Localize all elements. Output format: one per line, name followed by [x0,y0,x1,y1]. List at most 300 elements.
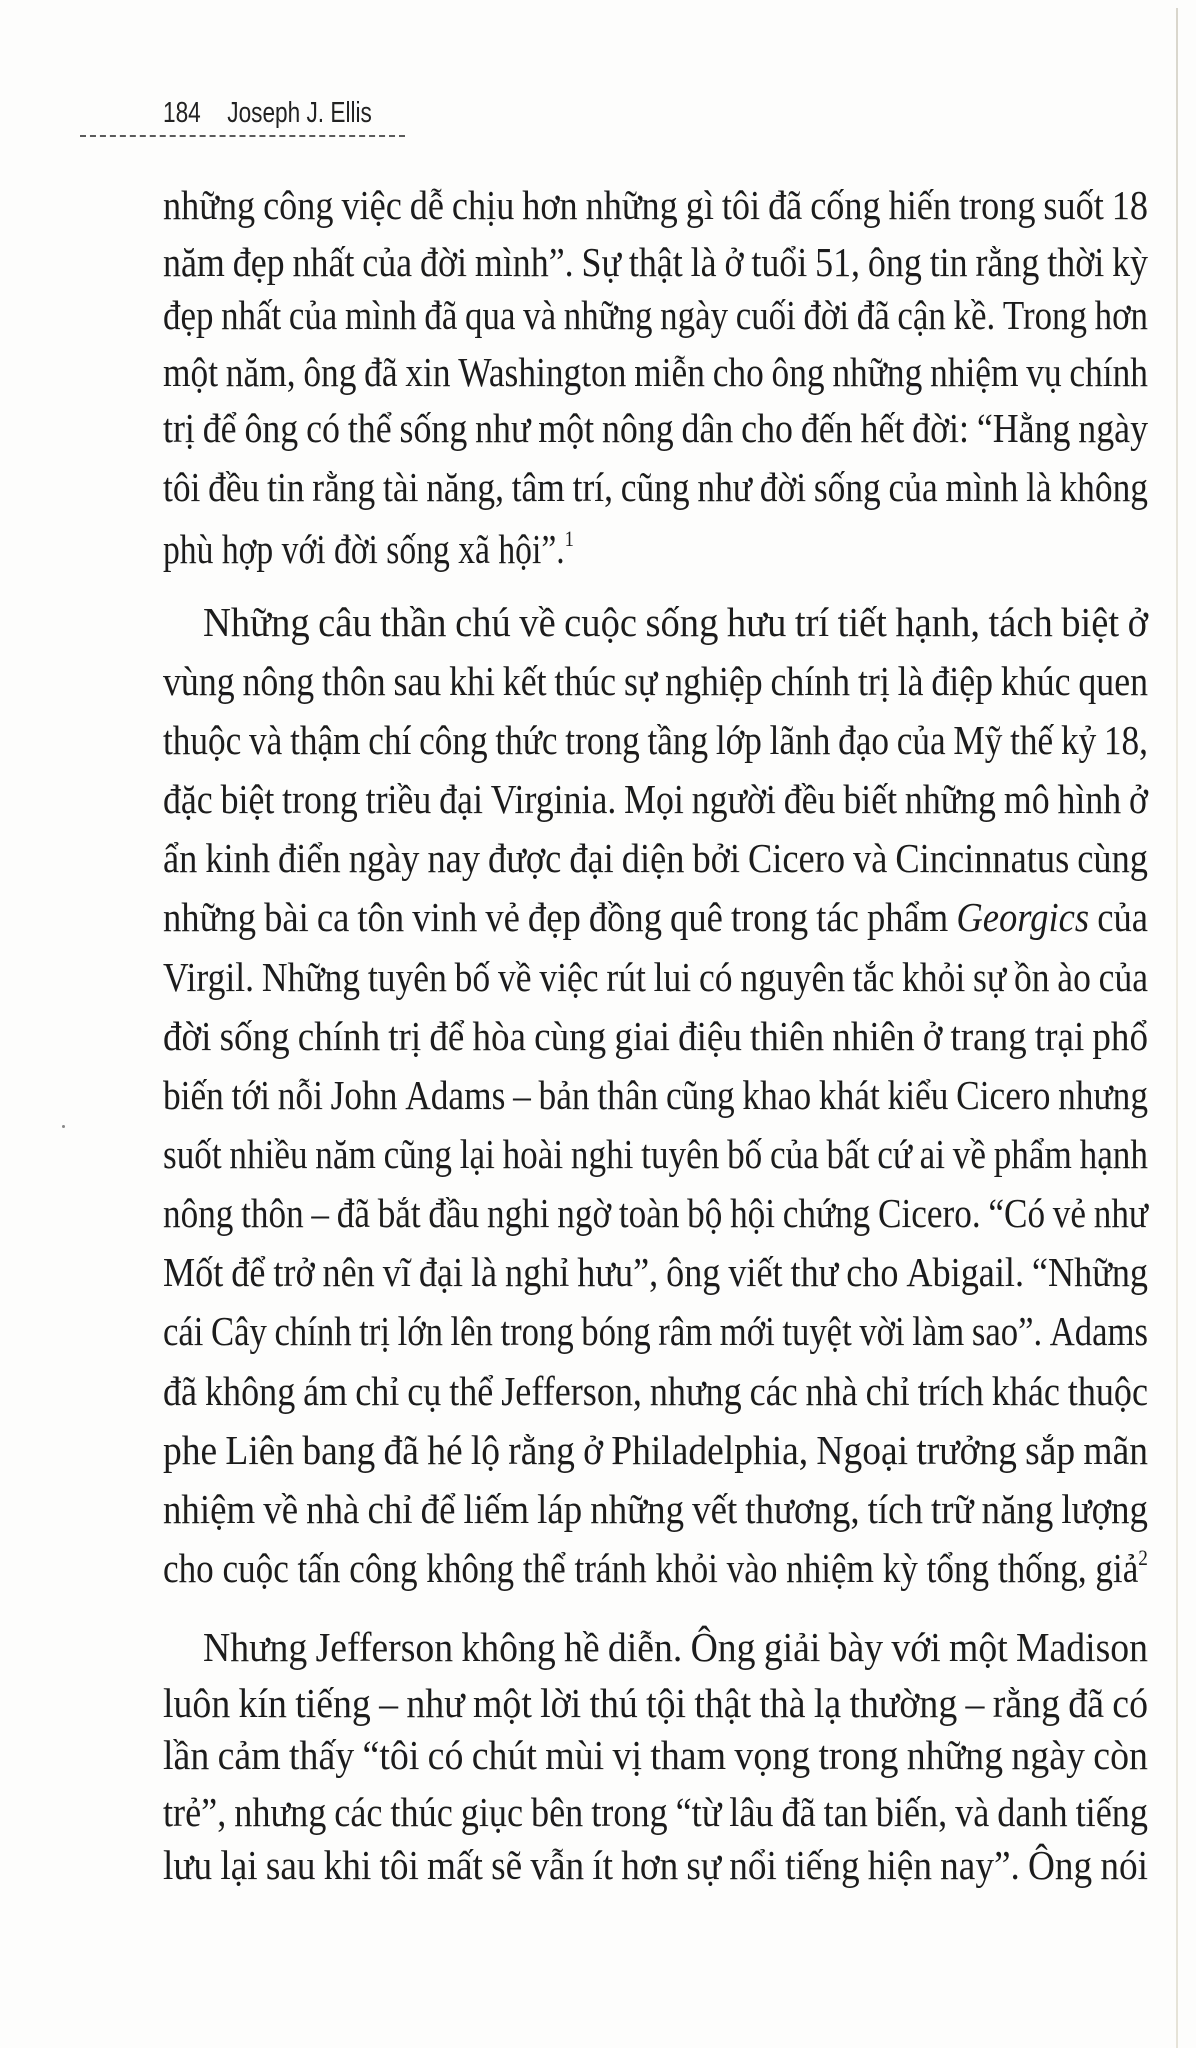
word: đã [424,292,458,338]
word: lưu [163,1842,213,1888]
word: còn [1093,1732,1148,1778]
word: liếm [463,1486,530,1532]
text-line [163,1188,1148,1238]
word: đầu [428,1190,480,1236]
word: quê [670,894,723,940]
word: đã [781,1789,816,1835]
word: qua [465,292,516,338]
word: suốt [1043,182,1104,228]
word: – [513,1072,531,1118]
word: cũng [665,1072,735,1118]
word: chứng [782,1190,871,1236]
word: có [427,1732,464,1778]
word: đã [336,1190,370,1236]
word: tiếng [1075,1789,1148,1835]
word: Virginia. [490,776,617,822]
word: mùi [545,1732,605,1778]
word: mô [1003,776,1050,822]
word: cho [741,405,793,451]
word: mình [344,292,417,338]
word: điệp [931,658,994,704]
word: cùng [1077,835,1148,881]
word: hề [564,1624,600,1670]
word: viết [728,1249,783,1295]
word: cống [810,182,881,228]
word: tầng [647,717,709,763]
text-line [163,462,1148,512]
word: nông [601,405,674,451]
word: câu [318,599,372,645]
word: thôn [241,1190,304,1236]
word: kỳ [1112,239,1148,285]
word: râm [658,1308,713,1354]
word: bang [302,1427,376,1473]
text-line [163,1247,1148,1297]
word: cứ [877,1131,912,1177]
word: cho [712,349,764,395]
text-line [163,1306,1148,1356]
word: lớp [715,717,762,763]
word: thà [759,1680,806,1726]
word: vết [692,1486,738,1532]
word: mình [945,464,1019,510]
word: chí [368,717,412,763]
word: tin [267,464,305,510]
word: Liên [225,1427,295,1473]
word: tội [646,1680,687,1726]
text-line [163,1484,1148,1534]
word: thúc [554,658,617,704]
word: Adams [1049,1308,1148,1354]
word: biết [843,776,898,822]
word: bố [727,1131,763,1177]
word: để [420,1486,456,1532]
word: sự [686,1842,722,1888]
word: trong [565,717,640,763]
word: hiện [867,1842,932,1888]
word: là [1026,464,1052,510]
word: chút [471,1732,537,1778]
word: chỉ [355,1368,400,1414]
word: lộ [470,1427,501,1473]
word: khi [449,658,495,704]
word: trị [163,405,195,451]
word: mới [719,1308,775,1354]
word: lại [459,1131,495,1177]
word: hạnh, [895,599,981,645]
word: “Có [988,1190,1046,1236]
word: nổi [729,1842,777,1888]
word: của [896,717,946,763]
word: lên [450,1308,493,1354]
word: tác [816,894,859,940]
word: cũng [620,464,690,510]
word: phẩm [993,1131,1072,1177]
word: đặc [163,776,213,822]
word: của [362,239,413,285]
word: chỉ [865,1368,910,1414]
word: về [498,954,532,1000]
word: Cây [211,1308,267,1354]
word: của [1097,894,1148,940]
word: vời [859,1308,905,1354]
word: tâm [511,464,565,510]
word: miễn [634,349,705,395]
word: hưu”, [577,1249,659,1295]
word: khát [818,1072,880,1118]
word: những [563,292,653,338]
word: thư [790,1249,839,1295]
word: hạnh [1079,1131,1148,1177]
word: thôn [321,658,386,704]
word: công [419,717,488,763]
word: nay”. [940,1842,1020,1888]
word: lâu [729,1789,774,1835]
word: suốt [163,1131,222,1177]
text-line [203,1622,1148,1672]
text-line [163,1840,1148,1890]
text-line [163,1787,1148,1837]
word: bất [826,1131,870,1177]
word: cùng [534,1013,607,1059]
word: gì [685,182,714,228]
word: trí, [572,464,613,510]
word: ở [922,1013,943,1059]
word: tan [823,1789,868,1835]
word: chú [455,599,511,645]
text-line [163,290,1148,340]
word: Jefferson, [501,1368,642,1414]
word: việc [539,954,599,1000]
word: đẹp [232,239,285,285]
text-line [163,1129,1148,1179]
word: năm [315,1131,376,1177]
word: và [853,835,888,881]
word: rằng [312,464,376,510]
word: xin [405,349,451,395]
word: đều [783,776,836,822]
word: lời [540,1680,582,1726]
word: ngày [660,292,729,338]
word: sẽ [491,1842,523,1888]
margin-speck [62,1125,65,1128]
word: trong [958,182,1036,228]
word: thật [628,239,683,285]
word: của [888,464,938,510]
word: cảm [217,1732,281,1778]
word: cận [897,292,946,338]
word: phe [163,1427,218,1473]
header-dashed-rule [80,135,405,137]
word: tham [650,1732,727,1778]
word: luôn [163,1680,231,1726]
word: ở [724,239,744,285]
word: thấy [289,1732,355,1778]
word: Những [203,599,310,645]
word: hơn [522,182,578,228]
word: trẻ”, [163,1789,227,1835]
word: đã [383,1427,419,1473]
text-line [163,1678,1148,1728]
word: quen [1078,658,1148,704]
word: tôi [379,1842,419,1888]
word: tài [383,464,419,510]
word: hình [1057,776,1122,822]
word: sống [813,464,881,510]
word: tiết [837,599,887,645]
word: để [231,1249,266,1295]
word: nỗi [277,1072,323,1118]
word: làm [912,1308,965,1354]
word: thiên [750,1013,825,1059]
word: khác [991,1368,1060,1414]
text-line [163,1070,1148,1120]
word: ồn [1013,954,1050,1000]
word: hết [860,405,905,451]
word: Cicero [956,1072,1051,1118]
word: điệu [678,1013,742,1059]
word: công [263,182,334,228]
word: với [891,1624,941,1670]
text-line [163,1425,1148,1475]
word: các [749,1368,798,1414]
word: bên [530,1789,584,1835]
word: được [488,835,562,881]
word: hơn [1094,292,1148,338]
word: biệt [220,776,275,822]
word: hé [427,1427,463,1473]
word: của [1098,954,1148,1000]
word: hơn [621,1842,679,1888]
word: những [832,349,923,395]
word: vụ [1026,349,1062,395]
word: lớn [397,1308,443,1354]
word: tôi [721,182,761,228]
word: đẹp [527,894,581,940]
word: ai [919,1131,946,1177]
word: nghiệp [665,658,763,704]
footnote-marker: 2 [1138,1545,1148,1571]
word: đời: [912,405,969,451]
word: rằng [992,1680,1060,1726]
running-head [163,97,372,137]
word: ca [316,894,350,940]
word: thường [849,1680,958,1726]
text-line [163,833,1148,883]
word: một [948,1624,1008,1670]
footnote-marker: 1 [564,526,574,552]
word: Georgics [956,894,1090,940]
word: ông [666,1249,721,1295]
word: đồng [588,894,663,940]
word: dân [681,405,734,451]
word: đến [800,405,853,451]
word: 18, [1103,717,1148,763]
word: hiến [888,182,952,228]
word: cũng [383,1131,452,1177]
word: thuộc [163,717,242,763]
word: đời [420,239,467,285]
word: một [472,1680,532,1726]
word: chính [770,658,851,704]
word: năm, [225,349,296,395]
word: sống [219,1013,290,1059]
word: đã [163,1368,198,1414]
word: trang [950,1013,1027,1059]
word: trưởng [916,1427,1017,1473]
word: vẻ [1052,1190,1086,1236]
word: nhiệm [930,349,1019,395]
word: thuộc [1067,1368,1148,1414]
word: một [163,349,219,395]
word: tôi [163,464,201,510]
word: giải [763,1624,821,1670]
word: thân [597,1072,659,1118]
word: – [311,1190,330,1236]
line-text: phù hợp với đời sống xã hội”. [163,526,565,572]
word: những [585,182,678,228]
word: nhưng [1058,1072,1148,1118]
word: tuyệt [782,1308,852,1354]
word: tuyên [367,954,447,1000]
word: tắc [852,954,895,1000]
word: rằng [508,1427,575,1473]
word: trong [591,1789,668,1835]
word: trí [794,599,830,645]
word: đều [208,464,260,510]
word: Cicero. [877,1190,981,1236]
word: Abigail. [906,1249,1024,1295]
word: mình”. [474,239,574,285]
word: có [699,954,733,1000]
word: biệt [1061,599,1120,645]
word: ông [303,349,357,395]
word: vẫn [530,1842,585,1888]
word: vị [612,1732,643,1778]
word: là [897,658,924,704]
line-text: cho cuộc tấn công không thể tránh khỏi vào nhiệm kỳ tổng thống, giả [163,1545,1139,1591]
word: tin [929,239,968,285]
word: Sự [581,239,621,285]
word: nhất [221,292,282,338]
text-line [163,715,1148,765]
word: điển [278,835,341,881]
word: đẹp [163,292,214,338]
word: đời [803,292,850,338]
word: kiểu [887,1072,949,1118]
text-line [163,952,1148,1002]
word: năng, [426,464,504,510]
word: nhiệm [163,1486,256,1532]
word: nhà [306,1486,360,1532]
word: những [590,1486,685,1532]
word: là [690,239,717,285]
word: diễn. [607,1624,683,1670]
word: thật [694,1680,752,1726]
word: trị [359,1308,390,1354]
word: chỉ [367,1486,413,1532]
word: hội [730,1190,776,1236]
word: là [470,1249,498,1295]
word: nghi [486,1190,550,1236]
word: nhà [805,1368,858,1414]
word: năm [163,239,225,285]
word: để [429,1013,465,1059]
word: nên [322,1249,375,1295]
word: Trong [1002,292,1087,338]
author-name: Joseph J. Ellis [227,97,372,129]
word: bày [828,1624,884,1670]
word: nay [427,835,481,881]
word: phổ [1092,1013,1148,1059]
word: đã [1068,1680,1104,1726]
word: ẩn [163,835,198,881]
text-line [163,1543,1148,1593]
word: thúc [390,1789,453,1835]
word: – [965,1680,985,1726]
word: Madison [1015,1624,1148,1670]
word: tới [231,1072,270,1118]
word: bóng [581,1308,651,1354]
word: nông [163,1190,234,1236]
word: đời [759,464,807,510]
word: chính [1069,349,1148,395]
word: lần [163,1732,210,1778]
word: như [697,464,752,510]
word: trong [282,776,358,822]
word: và [955,1789,990,1835]
word: nghỉ [505,1249,570,1295]
text-line [163,774,1148,824]
word: John [330,1072,398,1118]
word: 51, [815,239,861,285]
word: biến, [875,1789,948,1835]
word: khúc [1000,658,1071,704]
word: bắt [377,1190,421,1236]
word: tôn [357,894,405,940]
word: hoài [502,1131,564,1177]
page-edge-shadow [1176,8,1178,2048]
word: toàn [618,1190,680,1236]
word: giai [614,1013,670,1059]
word: kinh [205,835,271,881]
word: lạ [813,1680,842,1726]
word: về [519,599,556,645]
word: ngờ [557,1190,612,1236]
word: nhất [292,239,355,285]
text-line [163,237,1148,287]
word: người [691,776,776,822]
word: 18 [1111,182,1148,228]
word: Adams [405,1072,506,1118]
word: triều [365,776,432,822]
word: vinh [412,894,478,940]
word: thần [380,599,447,645]
word: “Những [1031,1249,1148,1295]
word: đại [418,1249,464,1295]
word: nghi [570,1131,634,1177]
word: bài [264,894,309,940]
word: “từ [675,1789,722,1835]
word: mất [427,1842,483,1888]
word: vẻ [485,894,520,940]
word: tuyên [641,1131,720,1177]
word: sống [399,405,468,451]
word: “Hằng [976,405,1071,451]
word: sự [973,954,1007,1000]
word: nhưng [649,1368,742,1414]
word: chính [297,1013,381,1059]
